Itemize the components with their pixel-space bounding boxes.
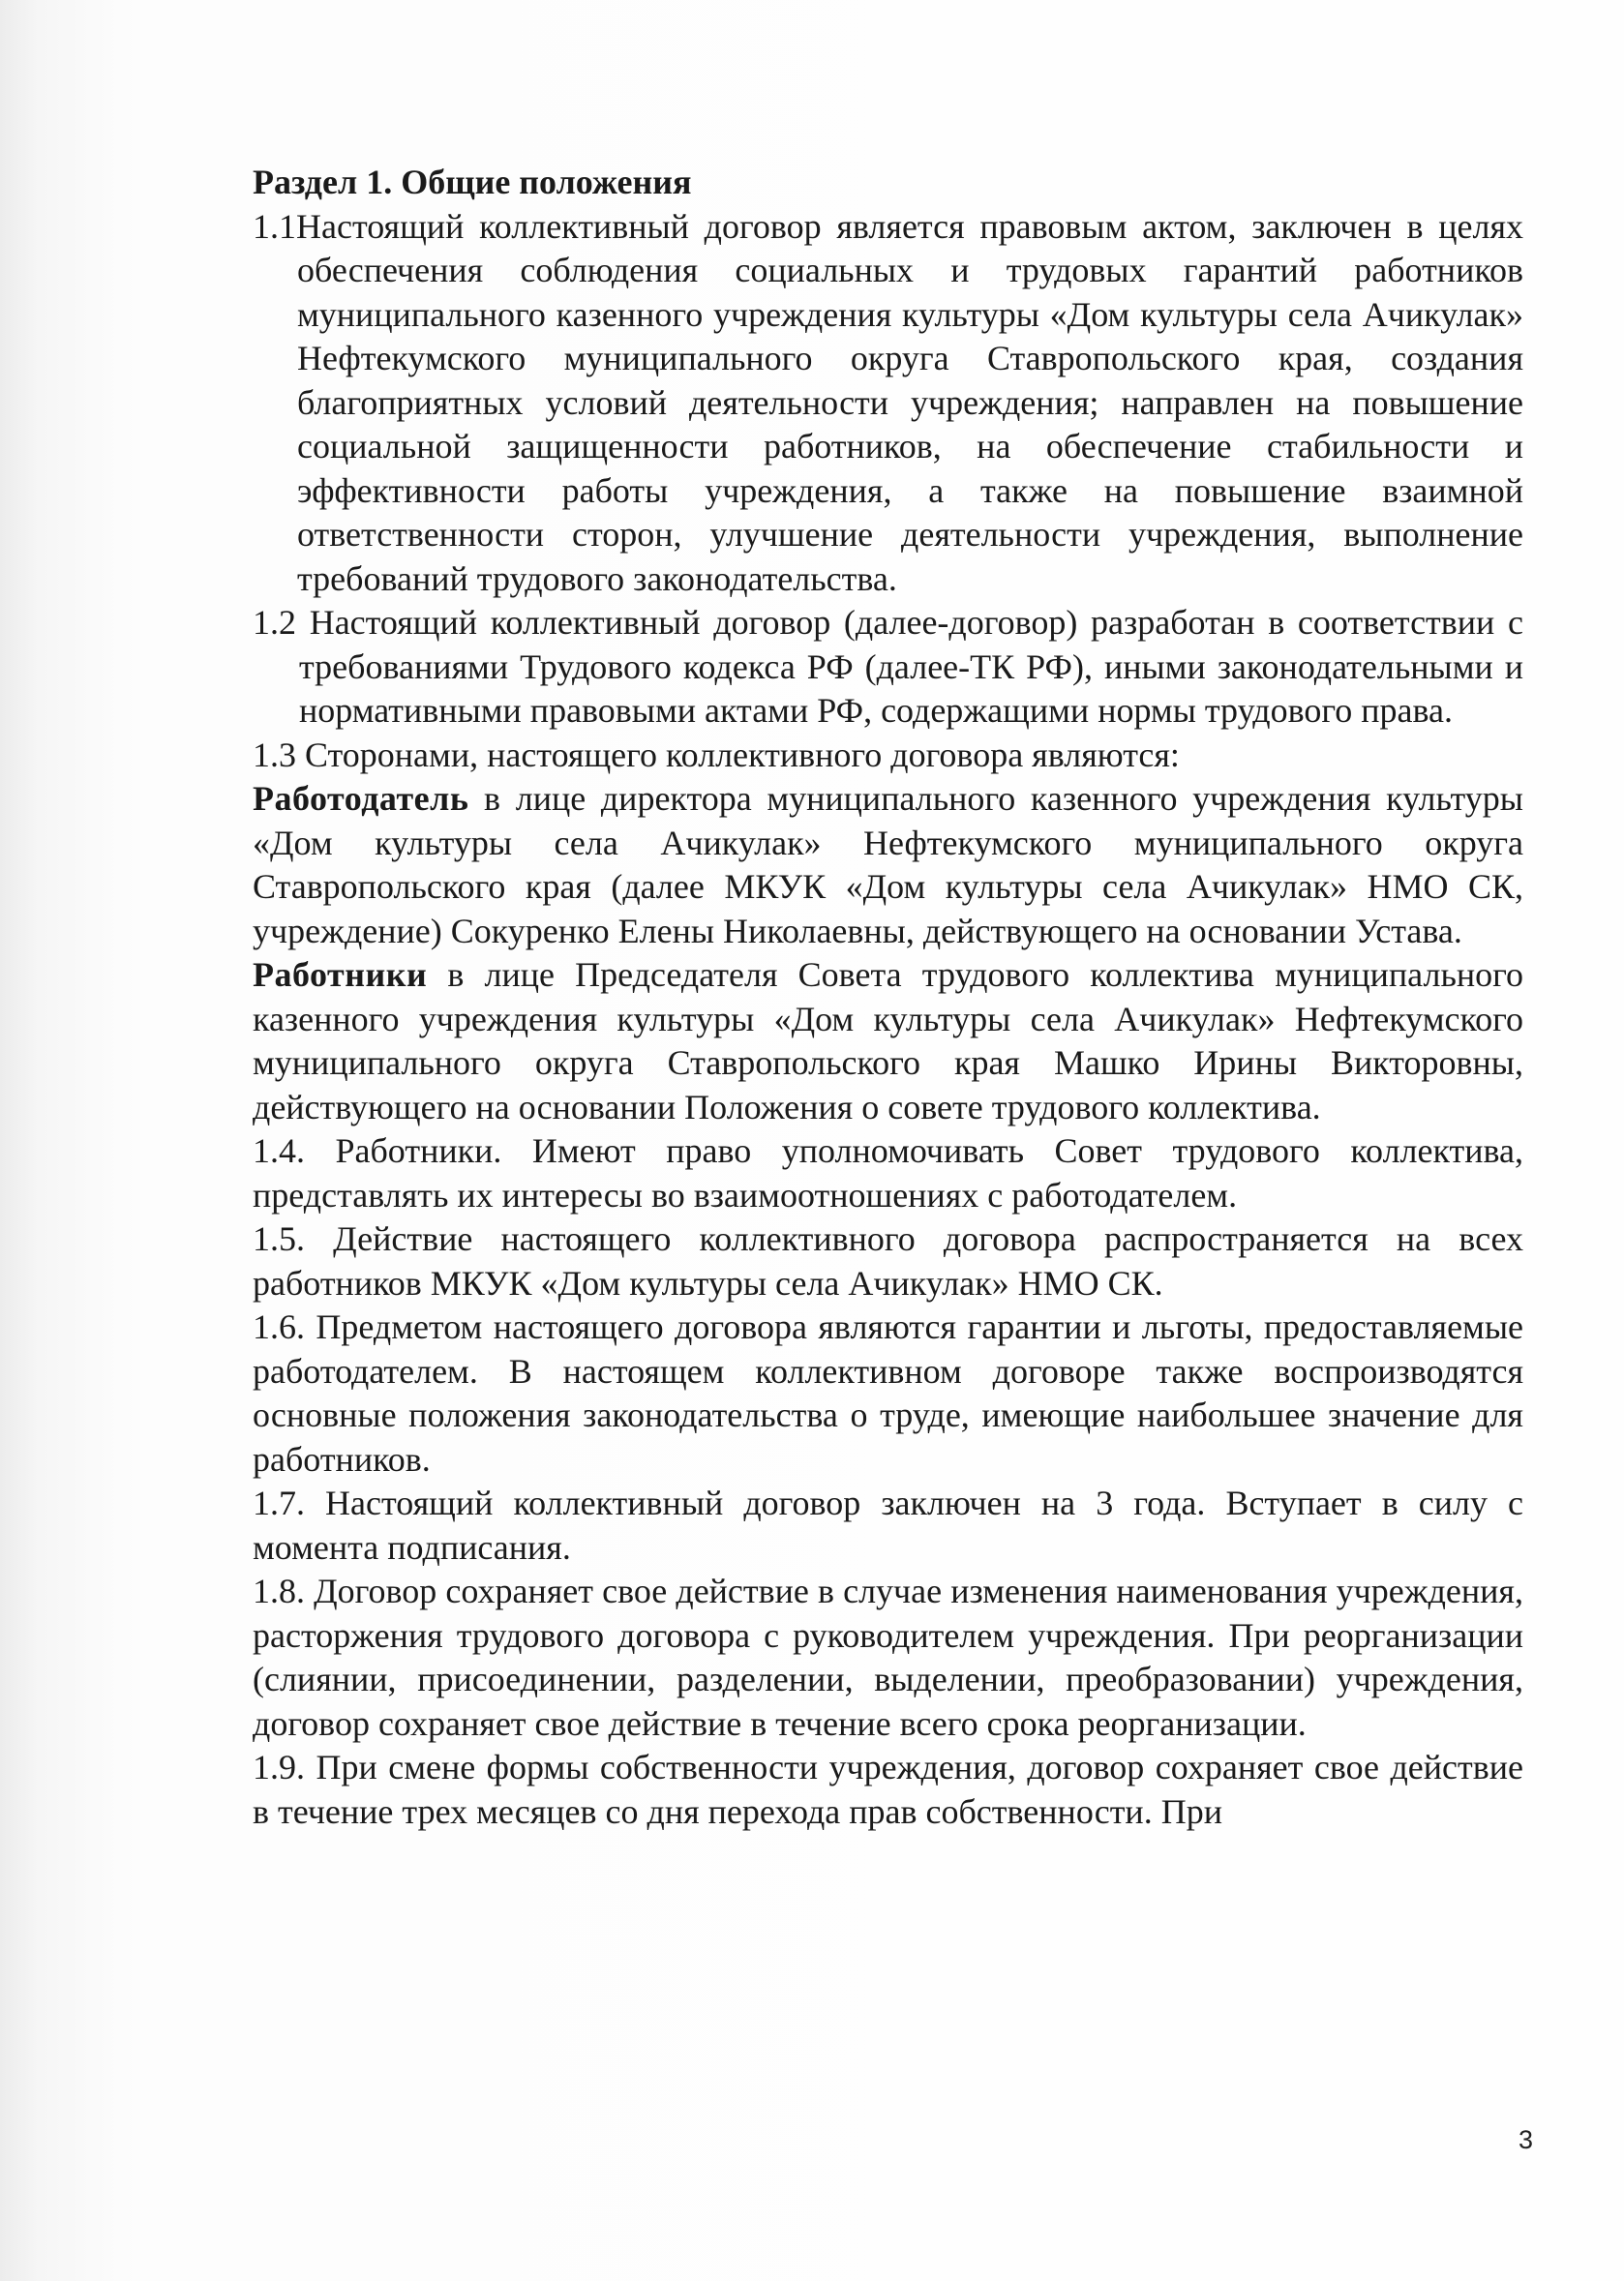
paragraph-employer — [253, 777, 1523, 953]
paragraph-1-7: 1.7. Настоящий коллективный договор заключен на 3 года. Вступает в силу с момента подписания. — [253, 1484, 1523, 1567]
paragraph-1-3: 1.3 Сторонами, настоящего коллективного договора являются: — [253, 735, 1180, 774]
document-body — [253, 161, 1523, 1834]
paragraph-1-2: 1.2 Настоящий коллективный договор (далее-договор) разработан в соответствии с требованиями Трудового кодекса РФ (далее-ТК РФ), иными законодательными и нормативными правовыми актами РФ, содержащими нормы трудового права. — [253, 603, 1523, 730]
paragraph-1-5: 1.5. Действие настоящего коллективного договора распространяется на всех работников МКУК «Дом культуры села Ачикулак» НМО СК. — [253, 1219, 1523, 1303]
workers-label: Работники — [253, 955, 428, 994]
paragraph-1-1: 1.1Настоящий коллективный договор является правовым актом, заключен в целях обеспечения соблюдения социальных и трудовых гарантий работников муниципального казенного учреждения культуры «Дом культуры села Ачикулак» Нефтекумского муниципального округа Ставропольского края, создания благоприятных условий деятельности учреждения; направлен на повышение социальной защищенности работников, на обеспечение стабильности и эффективности работы учреждения, а также на повышение взаимной ответственности сторон, улучшение деятельности учреждения, выполнение требований трудового законодательства. — [253, 206, 1523, 598]
paragraph-workers — [253, 953, 1523, 1129]
page-number: 3 — [1518, 2125, 1533, 2154]
employer-text: в лице директора муниципального казенного учреждения культуры «Дом культуры села Ачикулак» Нефтекумского муниципального округа Ставропольского края (далее МКУК «Дом культуры села Ачикулак» НМО СК, учреждение) Сокуренко Елены Николаевны, действующего на основании Устава. — [253, 779, 1523, 950]
employer-label: Работодатель — [253, 779, 469, 818]
paragraph-1-9: 1.9. При смене формы собственности учреждения, договор сохраняет свое действие в течение трех месяцев со дня перехода прав собственности. При — [253, 1748, 1523, 1831]
paragraph-1-6: 1.6. Предметом настоящего договора являются гарантии и льготы, предоставляемые работодателем. В настоящем коллективном договоре также воспроизводятся основные положения законодательства о труде, имеющие наибольшее значение для работников. — [253, 1307, 1523, 1479]
paragraph-1-8: 1.8. Договор сохраняет свое действие в случае изменения наименования учреждения, расторжения трудового договора с руководителем учреждения. При реорганизации (слиянии, присоединении, разделении, выделении, преобразовании) учреждения, договор сохраняет свое действие в течение всего срока реорганизации. — [253, 1572, 1523, 1743]
paragraph-1-4: 1.4. Работники. Имеют право уполномочивать Совет трудового коллектива, представлять их интересы во взаимоотношениях с работодателем. — [253, 1131, 1523, 1215]
workers-text: в лице Председателя Совета трудового коллектива муниципального казенного учреждения культуры «Дом культуры села Ачикулак» Нефтекумского муниципального округа Ставропольского края Машко Ирины Викторовны, действующего на основании Положения о совете трудового коллектива. — [253, 955, 1523, 1126]
section-heading: Раздел 1. Общие положения — [253, 163, 692, 201]
